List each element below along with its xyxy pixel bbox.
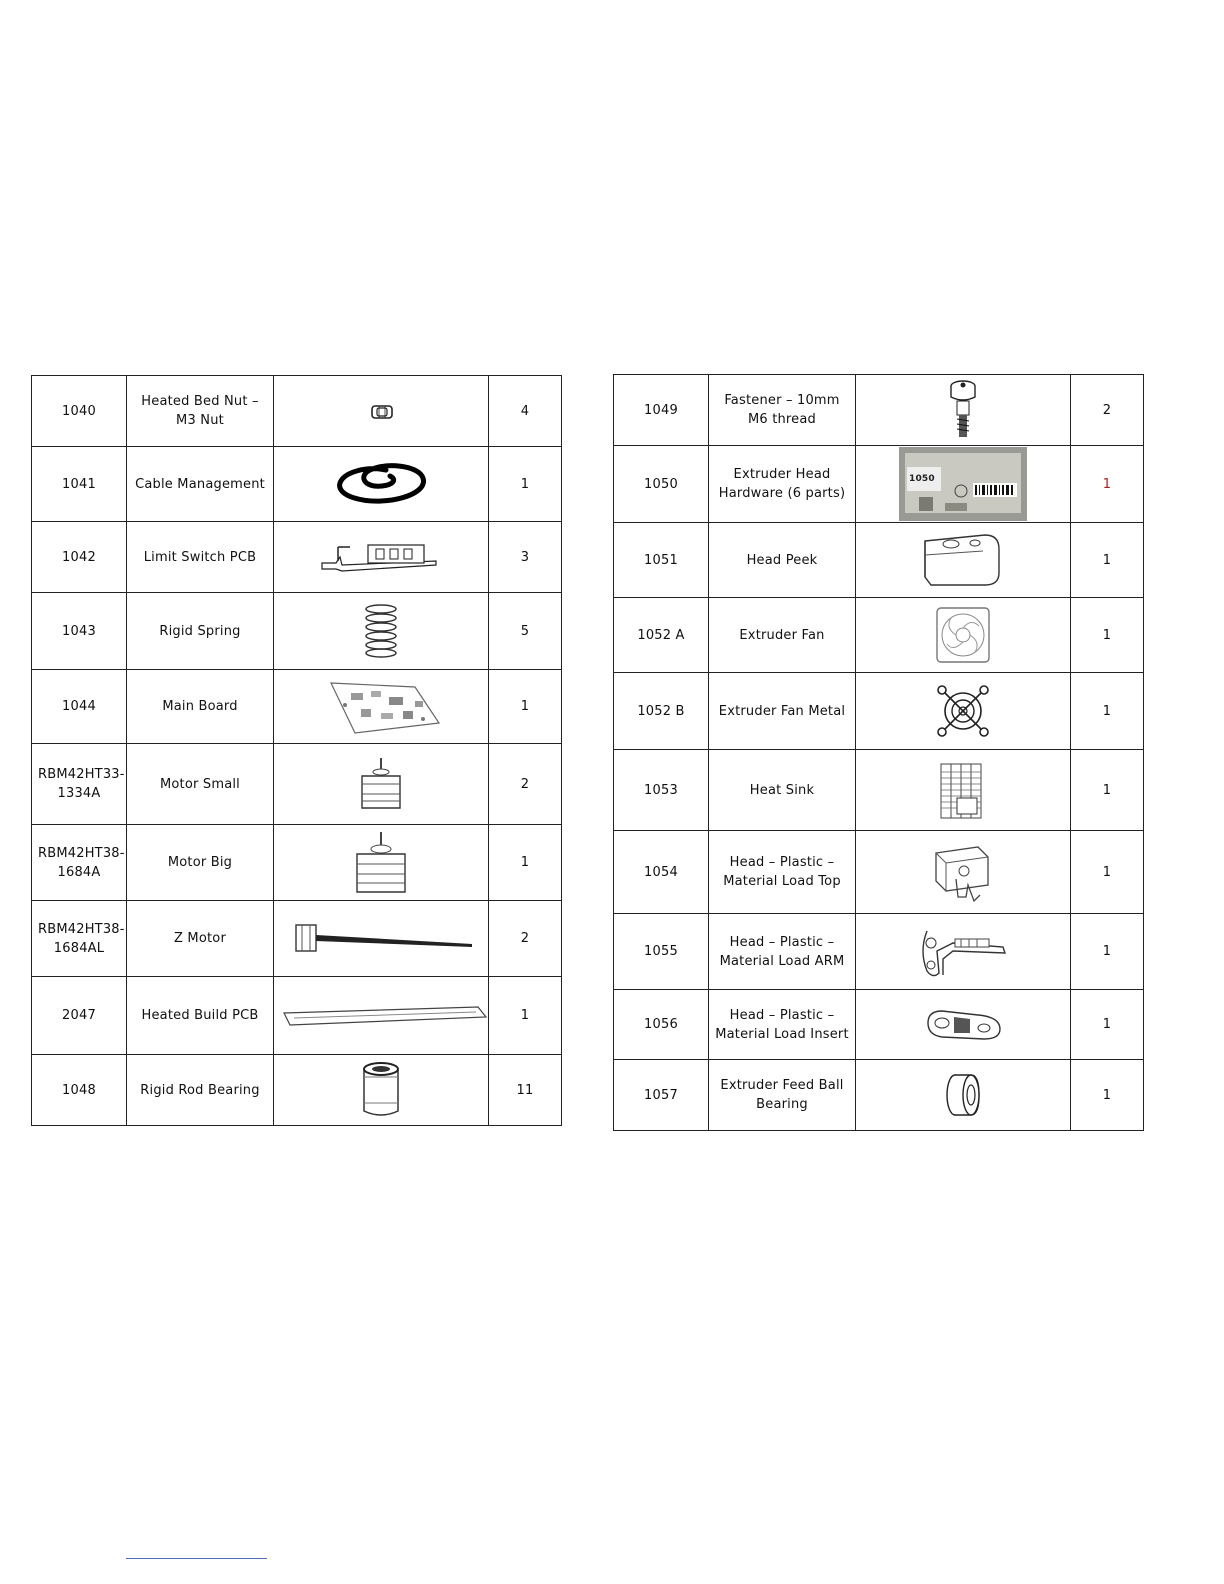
table-row xyxy=(614,990,1144,1060)
part-number: 1051 xyxy=(614,523,709,598)
part-name: Motor Big xyxy=(127,825,274,901)
nut-icon xyxy=(351,396,411,426)
part-number: 1055 xyxy=(614,914,709,990)
part-number: 1044 xyxy=(32,670,127,744)
quantity: 1 xyxy=(489,825,562,901)
spring-icon xyxy=(356,601,406,661)
ball-bearing-icon xyxy=(943,1070,983,1120)
table-row xyxy=(614,831,1144,914)
table-row xyxy=(32,593,562,670)
part-number: 1040 xyxy=(32,376,127,447)
part-number: 1049 xyxy=(614,375,709,446)
footer-divider xyxy=(126,1558,267,1559)
quantity: 4 xyxy=(489,376,562,447)
table-row xyxy=(32,376,562,447)
quantity: 11 xyxy=(489,1055,562,1126)
quantity: 1 xyxy=(1071,914,1144,990)
quantity: 3 xyxy=(489,522,562,593)
table-row xyxy=(32,447,562,522)
part-number: 1050 xyxy=(614,446,709,523)
table-row xyxy=(32,744,562,825)
quantity: 1 xyxy=(1071,598,1144,673)
quantity: 5 xyxy=(489,593,562,670)
quantity: 1 xyxy=(1071,673,1144,750)
part-name: Cable Management xyxy=(127,447,274,522)
table-row xyxy=(614,673,1144,750)
table-row xyxy=(614,598,1144,673)
part-name: Extruder Feed Ball Bearing xyxy=(709,1060,856,1131)
part-name: Extruder Fan xyxy=(709,598,856,673)
part-number: 1053 xyxy=(614,750,709,831)
quantity: 1 xyxy=(1071,523,1144,598)
part-name: Heat Sink xyxy=(709,750,856,831)
table-row xyxy=(614,523,1144,598)
part-number: 1056 xyxy=(614,990,709,1060)
build-plate-icon xyxy=(280,1001,490,1031)
part-number: RBM42HT38-1684AL xyxy=(32,901,127,977)
part-name: Heated Build PCB xyxy=(127,977,274,1055)
part-name: Head Peek xyxy=(709,523,856,598)
quantity: 1 xyxy=(1071,990,1144,1060)
part-number: 1042 xyxy=(32,522,127,593)
part-name: Heated Bed Nut – M3 Nut xyxy=(127,376,274,447)
lead-screw-motor-icon xyxy=(286,917,476,961)
part-number: 1041 xyxy=(32,447,127,522)
part-number: 2047 xyxy=(32,977,127,1055)
parts-table-right xyxy=(613,374,1144,1131)
quantity: 1 xyxy=(489,670,562,744)
table-row xyxy=(32,825,562,901)
table-row xyxy=(614,375,1144,446)
quantity: 1 xyxy=(489,447,562,522)
quantity: 2 xyxy=(489,901,562,977)
part-name: Z Motor xyxy=(127,901,274,977)
part-number: 1052 B xyxy=(614,673,709,750)
part-name: Head – Plastic – Material Load Insert xyxy=(709,990,856,1060)
limit-switch-icon xyxy=(316,535,446,579)
table-row xyxy=(614,1060,1144,1131)
quantity: 1 xyxy=(489,977,562,1055)
quantity: 2 xyxy=(1071,375,1144,446)
parts-table-left xyxy=(31,375,562,1126)
load-top-icon xyxy=(928,839,998,905)
quantity: 1 xyxy=(1071,831,1144,914)
part-name: Motor Small xyxy=(127,744,274,825)
table-row xyxy=(614,914,1144,990)
part-number: 1043 xyxy=(32,593,127,670)
fan-guard-icon xyxy=(932,680,994,742)
table-row xyxy=(614,446,1144,523)
part-name: Rigid Rod Bearing xyxy=(127,1055,274,1126)
part-number: RBM42HT33-1334A xyxy=(32,744,127,825)
table-row xyxy=(32,522,562,593)
table-row xyxy=(32,670,562,744)
heat-sink-icon xyxy=(933,758,993,822)
quantity: 1 xyxy=(1102,476,1112,492)
circuit-board-icon xyxy=(311,677,451,737)
hardware-bag-photo xyxy=(899,447,1027,521)
load-insert-icon xyxy=(918,1003,1008,1047)
quantity: 2 xyxy=(489,744,562,825)
part-name: Limit Switch PCB xyxy=(127,522,274,593)
peek-block-icon xyxy=(913,531,1013,589)
stepper-motor-icon xyxy=(351,830,411,896)
quantity: 1 xyxy=(1071,750,1144,831)
part-number: 1048 xyxy=(32,1055,127,1126)
part-name: Extruder Head Hardware (6 parts) xyxy=(709,446,856,523)
shoulder-bolt-icon xyxy=(943,377,983,443)
table-row xyxy=(32,1055,562,1126)
table-row xyxy=(614,750,1144,831)
part-name: Head – Plastic – Material Load ARM xyxy=(709,914,856,990)
cable-coil-icon xyxy=(326,456,436,512)
part-name: Main Board xyxy=(127,670,274,744)
load-arm-icon xyxy=(913,921,1013,983)
table-row xyxy=(32,901,562,977)
part-name: Head – Plastic – Material Load Top xyxy=(709,831,856,914)
table-row xyxy=(32,977,562,1055)
stepper-motor-icon xyxy=(356,754,406,814)
bag-label: 1050 xyxy=(909,474,935,484)
part-name: Fastener – 10mm M6 thread xyxy=(709,375,856,446)
part-number: 1054 xyxy=(614,831,709,914)
part-number: 1057 xyxy=(614,1060,709,1131)
fan-icon xyxy=(931,604,995,666)
part-name: Extruder Fan Metal xyxy=(709,673,856,750)
part-number: RBM42HT38-1684A xyxy=(32,825,127,901)
quantity: 1 xyxy=(1071,1060,1144,1131)
part-number: 1052 A xyxy=(614,598,709,673)
part-name: Rigid Spring xyxy=(127,593,274,670)
linear-bearing-icon xyxy=(356,1059,406,1121)
